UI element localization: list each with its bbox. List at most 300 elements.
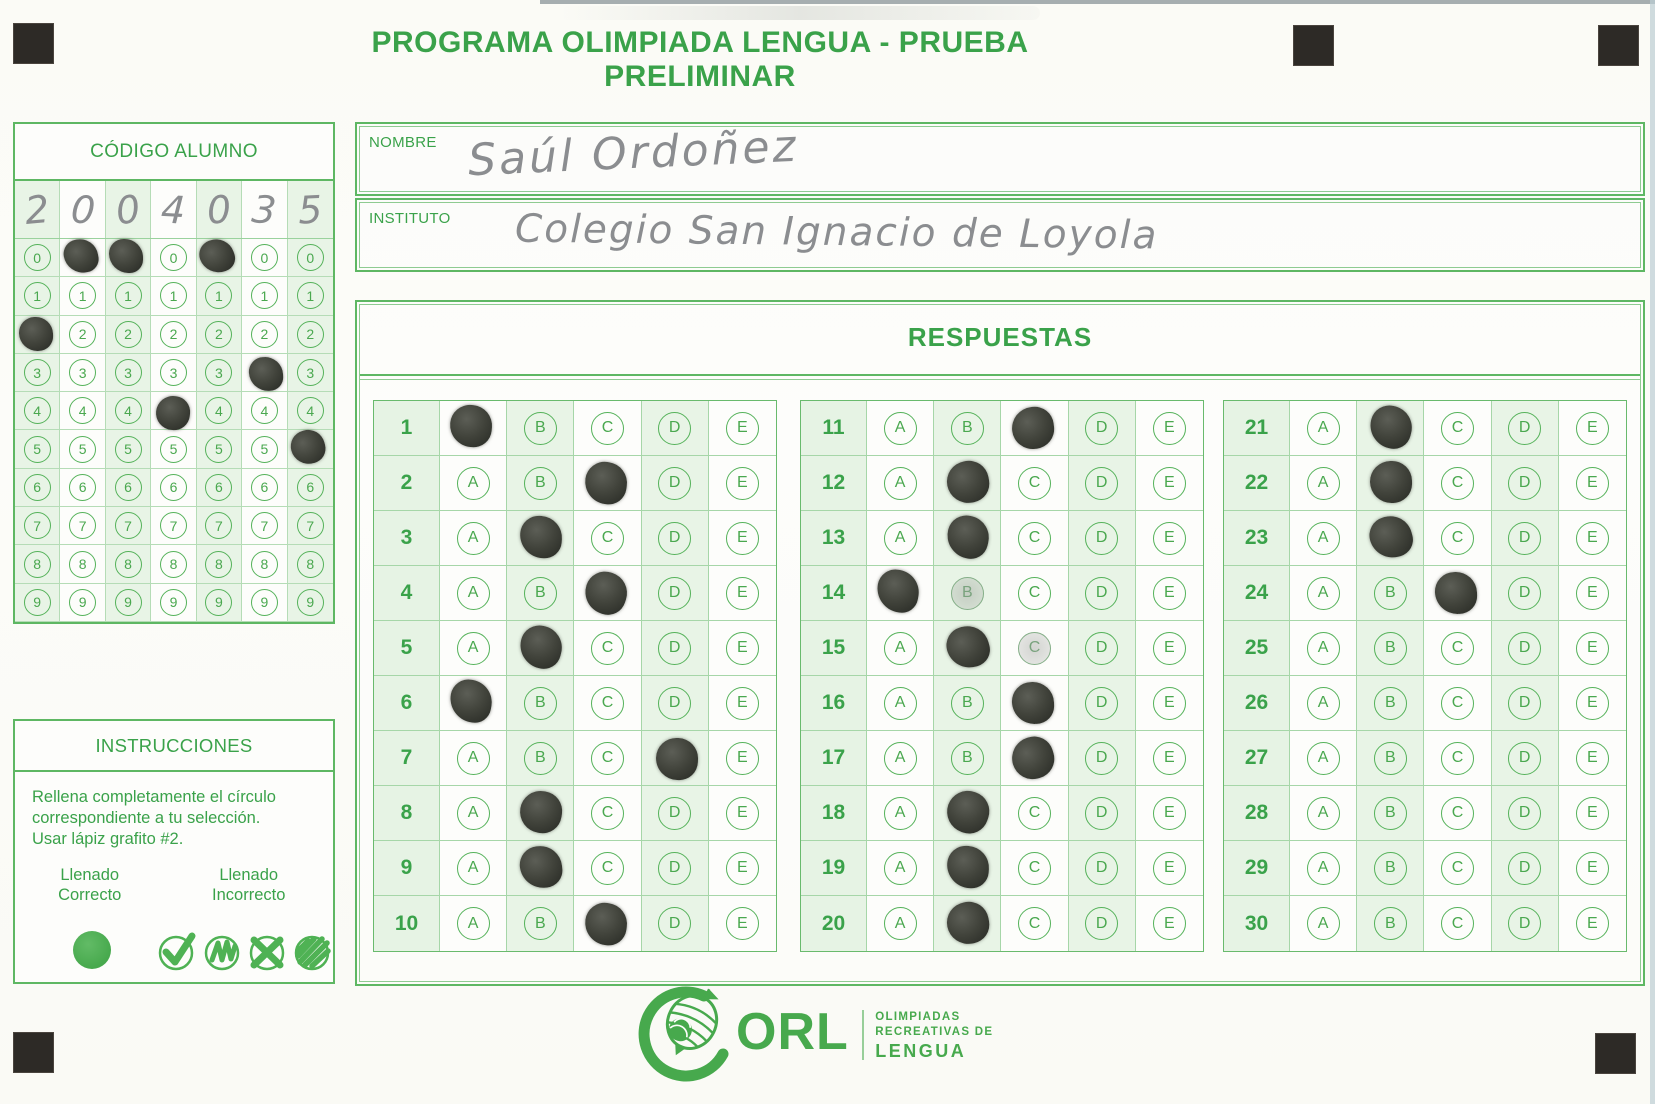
q8-bubble-E[interactable]: E xyxy=(726,797,759,830)
codigo-cell-col6-digit0 xyxy=(288,239,333,277)
codigo-written-cell-6[interactable] xyxy=(288,181,333,238)
codigo-bubble-col1-digit2[interactable]: 2 xyxy=(69,321,96,348)
q29-bubble-E[interactable]: E xyxy=(1576,852,1609,885)
q27-bubble-C[interactable]: C xyxy=(1441,742,1474,775)
codigo-bubble-col5-digit6[interactable]: 6 xyxy=(251,474,278,501)
codigo-bubble-col2-digit2[interactable]: 2 xyxy=(115,321,142,348)
codigo-bubble-col6-digit4[interactable]: 4 xyxy=(297,397,324,424)
q20-pencil-mark-B[interactable] xyxy=(944,898,993,947)
q4-pencil-mark-C[interactable] xyxy=(580,567,633,620)
q15-bubble-D[interactable]: D xyxy=(1085,632,1118,665)
q14-option-cell-D xyxy=(1069,566,1136,621)
q9-bubble-D[interactable]: D xyxy=(658,852,691,885)
q22-option-cell-C xyxy=(1424,456,1491,511)
codigo-pencil-mark-col6-digit5[interactable] xyxy=(287,426,329,468)
codigo-pencil-mark-col3-digit4[interactable] xyxy=(155,394,192,431)
codigo-bubble-col3-digit7[interactable]: 7 xyxy=(160,512,187,539)
q18-bubble-C[interactable]: C xyxy=(1018,797,1051,830)
q26-option-cell-B xyxy=(1357,676,1424,731)
q26-bubble-D[interactable]: D xyxy=(1508,687,1541,720)
codigo-written-cell-5[interactable] xyxy=(242,181,287,238)
q23-bubble-C[interactable]: C xyxy=(1441,522,1474,555)
q12-bubble-E[interactable]: E xyxy=(1153,467,1186,500)
q13-option-cell-D xyxy=(1069,511,1136,566)
q14-bubble-B[interactable]: B xyxy=(951,577,984,610)
q18-bubble-D[interactable]: D xyxy=(1085,797,1118,830)
q30-bubble-A[interactable]: A xyxy=(1307,907,1340,940)
codigo-bubble-col4-digit7[interactable]: 7 xyxy=(205,512,232,539)
codigo-bubble-col5-digit2[interactable]: 2 xyxy=(251,321,278,348)
q18-bubble-E[interactable]: E xyxy=(1153,797,1186,830)
q21-option-cell-E xyxy=(1559,401,1626,456)
q21-bubble-A[interactable]: A xyxy=(1307,412,1340,445)
codigo-bubble-col0-digit8[interactable]: 8 xyxy=(24,551,51,578)
codigo-bubble-col4-digit2[interactable]: 2 xyxy=(205,321,232,348)
q3-bubble-E[interactable]: E xyxy=(726,522,759,555)
nombre-label: NOMBRE xyxy=(369,134,437,151)
q3-option-cell-A xyxy=(440,511,507,566)
codigo-written-cell-4[interactable] xyxy=(197,181,242,238)
q30-bubble-C[interactable]: C xyxy=(1441,907,1474,940)
q26-bubble-B[interactable]: B xyxy=(1374,687,1407,720)
q24-bubble-B[interactable]: B xyxy=(1374,577,1407,610)
codigo-cell-col6-digit2 xyxy=(288,316,333,354)
q29-option-cell-B xyxy=(1357,841,1424,896)
q19-bubble-C[interactable]: C xyxy=(1018,852,1051,885)
q2-bubble-D[interactable]: D xyxy=(658,467,691,500)
q23-option-cell-C xyxy=(1424,511,1491,566)
q6-bubble-B[interactable]: B xyxy=(524,687,557,720)
q7-bubble-E[interactable]: E xyxy=(726,742,759,775)
codigo-pencil-mark-col2-digit0[interactable] xyxy=(109,239,143,273)
q29-bubble-C[interactable]: C xyxy=(1441,852,1474,885)
q13-bubble-C[interactable]: C xyxy=(1018,522,1051,555)
q7-option-cell-D xyxy=(642,731,709,786)
page-title: PROGRAMA OLIMPIADA LENGUA - PRUEBA PRELIMINAR xyxy=(371,26,1029,93)
codigo-written-cell-2[interactable] xyxy=(106,181,151,238)
instrucciones-body xyxy=(32,787,321,850)
question-number-10: 10 xyxy=(374,896,440,951)
q7-bubble-A[interactable]: A xyxy=(457,742,490,775)
q28-bubble-A[interactable]: A xyxy=(1307,797,1340,830)
q5-bubble-E[interactable]: E xyxy=(726,632,759,665)
q30-bubble-E[interactable]: E xyxy=(1576,907,1609,940)
q9-bubble-E[interactable]: E xyxy=(726,852,759,885)
q13-bubble-D[interactable]: D xyxy=(1085,522,1118,555)
q1-bubble-B[interactable]: B xyxy=(524,412,557,445)
codigo-bubble-col2-digit6[interactable]: 6 xyxy=(115,474,142,501)
q28-option-cell-C xyxy=(1424,786,1491,841)
codigo-cell-col0-digit2 xyxy=(15,316,60,354)
q29-bubble-B[interactable]: B xyxy=(1374,852,1407,885)
codigo-bubble-col4-digit6[interactable]: 6 xyxy=(205,474,232,501)
instrucciones-divider xyxy=(15,770,333,772)
q16-pencil-mark-C[interactable] xyxy=(1012,681,1055,724)
q24-bubble-E[interactable]: E xyxy=(1576,577,1609,610)
q28-bubble-D[interactable]: D xyxy=(1508,797,1541,830)
codigo-bubble-col3-digit1[interactable]: 1 xyxy=(160,282,187,309)
q15-pencil-mark-B[interactable] xyxy=(942,621,994,673)
q3-bubble-C[interactable]: C xyxy=(591,522,624,555)
codigo-bubble-col3-digit5[interactable]: 5 xyxy=(160,436,187,463)
q9-bubble-C[interactable]: C xyxy=(591,852,624,885)
q24-pencil-mark-C[interactable] xyxy=(1435,571,1478,614)
q20-option-cell-B xyxy=(934,896,1001,951)
q4-bubble-D[interactable]: D xyxy=(658,577,691,610)
codigo-bubble-col0-digit0[interactable]: 0 xyxy=(24,244,51,271)
codigo-pencil-mark-col5-digit3[interactable] xyxy=(248,356,284,392)
q22-bubble-D[interactable]: D xyxy=(1508,467,1541,500)
q27-bubble-A[interactable]: A xyxy=(1307,742,1340,775)
q11-bubble-B[interactable]: B xyxy=(951,412,984,445)
codigo-bubble-col1-digit3[interactable]: 3 xyxy=(69,359,96,386)
q3-bubble-A[interactable]: A xyxy=(457,522,490,555)
codigo-bubble-col6-digit0[interactable]: 0 xyxy=(297,244,324,271)
q23-bubble-D[interactable]: D xyxy=(1508,522,1541,555)
q2-bubble-A[interactable]: A xyxy=(457,467,490,500)
q20-bubble-D[interactable]: D xyxy=(1085,907,1118,940)
q6-bubble-E[interactable]: E xyxy=(726,687,759,720)
q21-pencil-mark-B[interactable] xyxy=(1366,402,1417,453)
llenado-correcto-label: Llenado Correcto xyxy=(58,865,122,905)
q2-pencil-mark-C[interactable] xyxy=(583,459,630,506)
q22-bubble-A[interactable]: A xyxy=(1307,467,1340,500)
q14-pencil-mark-A[interactable] xyxy=(874,567,923,616)
q5-bubble-D[interactable]: D xyxy=(658,632,691,665)
codigo-bubble-col0-digit7[interactable]: 7 xyxy=(24,512,51,539)
q4-bubble-E[interactable]: E xyxy=(726,577,759,610)
codigo-cell-col6-digit9 xyxy=(288,584,333,622)
orl-logo-line2: RECREATIVAS DE xyxy=(875,1025,994,1038)
codigo-bubble-col1-digit7[interactable]: 7 xyxy=(69,512,96,539)
q23-bubble-E[interactable]: E xyxy=(1576,522,1609,555)
codigo-bubble-col6-digit9[interactable]: 9 xyxy=(297,589,324,616)
q9-pencil-mark-B[interactable] xyxy=(518,844,564,890)
q16-bubble-A[interactable]: A xyxy=(884,687,917,720)
scanner-edge-artifact xyxy=(540,0,1655,4)
codigo-bubble-col3-digit9[interactable]: 9 xyxy=(160,589,187,616)
q15-option-cell-C xyxy=(1001,621,1068,676)
codigo-bubble-col1-digit9[interactable]: 9 xyxy=(69,589,96,616)
codigo-cell-col2-digit0 xyxy=(106,239,151,277)
codigo-bubble-col5-digit7[interactable]: 7 xyxy=(251,512,278,539)
q10-bubble-E[interactable]: E xyxy=(726,907,759,940)
codigo-cell-col0-digit6 xyxy=(15,469,60,507)
codigo-cell-col3-digit0 xyxy=(151,239,196,277)
check-circle-icon xyxy=(155,929,199,973)
q26-bubble-C[interactable]: C xyxy=(1441,687,1474,720)
q27-bubble-B[interactable]: B xyxy=(1374,742,1407,775)
q22-pencil-mark-B[interactable] xyxy=(1370,461,1413,504)
q17-bubble-A[interactable]: A xyxy=(884,742,917,775)
q29-bubble-D[interactable]: D xyxy=(1508,852,1541,885)
q18-option-cell-D xyxy=(1069,786,1136,841)
question-number-5: 5 xyxy=(374,621,440,676)
codigo-bubble-col6-digit3[interactable]: 3 xyxy=(297,359,324,386)
q23-pencil-mark-B[interactable] xyxy=(1365,511,1417,563)
q28-bubble-E[interactable]: E xyxy=(1576,797,1609,830)
q27-bubble-D[interactable]: D xyxy=(1508,742,1541,775)
q11-pencil-mark-C[interactable] xyxy=(1010,405,1057,452)
codigo-bubble-col4-digit9[interactable]: 9 xyxy=(205,589,232,616)
q27-option-cell-B xyxy=(1357,731,1424,786)
codigo-cell-col6-digit6 xyxy=(288,469,333,507)
codigo-written-cell-1[interactable] xyxy=(60,181,105,238)
codigo-bubble-col6-digit7[interactable]: 7 xyxy=(297,512,324,539)
q3-pencil-mark-B[interactable] xyxy=(519,515,564,560)
q21-bubble-C[interactable]: C xyxy=(1441,412,1474,445)
q6-bubble-C[interactable]: C xyxy=(591,687,624,720)
q23-bubble-A[interactable]: A xyxy=(1307,522,1340,555)
q27-bubble-E[interactable]: E xyxy=(1576,742,1609,775)
q2-option-cell-D xyxy=(642,456,709,511)
q7-option-cell-B xyxy=(507,731,574,786)
q15-bubble-A[interactable]: A xyxy=(884,632,917,665)
q19-pencil-mark-B[interactable] xyxy=(946,845,991,890)
codigo-bubble-col2-digit3[interactable]: 3 xyxy=(115,359,142,386)
codigo-bubble-col5-digit8[interactable]: 8 xyxy=(251,551,278,578)
q24-bubble-A[interactable]: A xyxy=(1307,577,1340,610)
codigo-cell-col5-digit4 xyxy=(242,392,287,430)
q14-bubble-D[interactable]: D xyxy=(1085,577,1118,610)
codigo-bubble-col5-digit0[interactable]: 0 xyxy=(251,244,278,271)
codigo-bubble-col4-digit1[interactable]: 1 xyxy=(205,282,232,309)
q22-bubble-C[interactable]: C xyxy=(1441,467,1474,500)
q13-pencil-mark-B[interactable] xyxy=(943,512,994,563)
q24-bubble-D[interactable]: D xyxy=(1508,577,1541,610)
q17-option-cell-E xyxy=(1136,731,1203,786)
q30-bubble-B[interactable]: B xyxy=(1374,907,1407,940)
q6-bubble-D[interactable]: D xyxy=(658,687,691,720)
q10-bubble-A[interactable]: A xyxy=(457,907,490,940)
q19-option-cell-A xyxy=(867,841,934,896)
codigo-bubble-col4-digit8[interactable]: 8 xyxy=(205,551,232,578)
q30-bubble-D[interactable]: D xyxy=(1508,907,1541,940)
q25-bubble-E[interactable]: E xyxy=(1576,632,1609,665)
codigo-bubble-col3-digit2[interactable]: 2 xyxy=(160,321,187,348)
q20-bubble-A[interactable]: A xyxy=(884,907,917,940)
codigo-bubble-col2-digit8[interactable]: 8 xyxy=(115,551,142,578)
codigo-bubble-col2-digit7[interactable]: 7 xyxy=(115,512,142,539)
codigo-written-cell-3[interactable] xyxy=(151,181,196,238)
codigo-bubble-col0-digit9[interactable]: 9 xyxy=(24,589,51,616)
q1-bubble-C[interactable]: C xyxy=(591,412,624,445)
codigo-cell-col4-digit7 xyxy=(197,507,242,545)
codigo-bubble-col2-digit9[interactable]: 9 xyxy=(115,589,142,616)
codigo-bubble-col1-digit1[interactable]: 1 xyxy=(69,282,96,309)
q14-bubble-C[interactable]: C xyxy=(1018,577,1051,610)
q7-option-cell-C xyxy=(574,731,641,786)
q12-bubble-D[interactable]: D xyxy=(1085,467,1118,500)
codigo-cell-col6-digit7 xyxy=(288,507,333,545)
q25-bubble-A[interactable]: A xyxy=(1307,632,1340,665)
q8-pencil-mark-B[interactable] xyxy=(517,788,565,836)
q28-bubble-C[interactable]: C xyxy=(1441,797,1474,830)
codigo-bubble-col0-digit1[interactable]: 1 xyxy=(24,282,51,309)
q11-bubble-E[interactable]: E xyxy=(1153,412,1186,445)
codigo-pencil-mark-col4-digit0[interactable] xyxy=(195,234,239,278)
orl-logo xyxy=(628,980,993,1092)
codigo-bubble-col5-digit4[interactable]: 4 xyxy=(251,397,278,424)
codigo-bubble-col4-digit3[interactable]: 3 xyxy=(205,359,232,386)
q19-bubble-A[interactable]: A xyxy=(884,852,917,885)
q8-bubble-C[interactable]: C xyxy=(591,797,624,830)
codigo-cell-col3-digit5 xyxy=(151,430,196,468)
codigo-bubble-col1-digit4[interactable]: 4 xyxy=(69,397,96,424)
q20-option-cell-A xyxy=(867,896,934,951)
q6-pencil-mark-A[interactable] xyxy=(447,677,496,726)
q16-bubble-B[interactable]: B xyxy=(951,687,984,720)
q13-bubble-A[interactable]: A xyxy=(884,522,917,555)
fill-example-labels xyxy=(15,865,333,906)
q13-bubble-E[interactable]: E xyxy=(1153,522,1186,555)
codigo-bubble-col2-digit5[interactable]: 5 xyxy=(115,436,142,463)
q21-bubble-D[interactable]: D xyxy=(1508,412,1541,445)
codigo-bubble-col6-digit1[interactable]: 1 xyxy=(297,282,324,309)
q2-option-cell-C xyxy=(574,456,641,511)
q18-option-cell-B xyxy=(934,786,1001,841)
q5-bubble-A[interactable]: A xyxy=(457,632,490,665)
q12-bubble-A[interactable]: A xyxy=(884,467,917,500)
q22-bubble-E[interactable]: E xyxy=(1576,467,1609,500)
codigo-bubble-col1-digit5[interactable]: 5 xyxy=(69,436,96,463)
codigo-bubble-col0-digit3[interactable]: 3 xyxy=(24,359,51,386)
q9-bubble-A[interactable]: A xyxy=(457,852,490,885)
q15-bubble-E[interactable]: E xyxy=(1153,632,1186,665)
q12-pencil-mark-B[interactable] xyxy=(944,457,993,506)
codigo-cell-col3-digit1 xyxy=(151,277,196,315)
q5-pencil-mark-B[interactable] xyxy=(516,622,567,673)
q10-pencil-mark-C[interactable] xyxy=(583,900,630,947)
q4-bubble-A[interactable]: A xyxy=(457,577,490,610)
q16-bubble-E[interactable]: E xyxy=(1153,687,1186,720)
codigo-bubble-col5-digit9[interactable]: 9 xyxy=(251,589,278,616)
q20-option-cell-E xyxy=(1136,896,1203,951)
q26-bubble-A[interactable]: A xyxy=(1307,687,1340,720)
incorrect-fill-icons xyxy=(155,929,334,973)
q14-bubble-E[interactable]: E xyxy=(1153,577,1186,610)
q26-bubble-E[interactable]: E xyxy=(1576,687,1609,720)
q29-bubble-A[interactable]: A xyxy=(1307,852,1340,885)
q17-bubble-D[interactable]: D xyxy=(1085,742,1118,775)
instrucciones-header: INSTRUCCIONES xyxy=(95,735,253,756)
q19-bubble-E[interactable]: E xyxy=(1153,852,1186,885)
q1-pencil-mark-A[interactable] xyxy=(448,403,494,449)
codigo-cell-col4-digit8 xyxy=(197,545,242,583)
q7-option-cell-E xyxy=(709,731,776,786)
codigo-bubble-col0-digit6[interactable]: 6 xyxy=(24,474,51,501)
codigo-bubble-col6-digit6[interactable]: 6 xyxy=(297,474,324,501)
codigo-cell-col1-digit5 xyxy=(60,430,105,468)
q2-bubble-B[interactable]: B xyxy=(524,467,557,500)
respuestas-header: RESPUESTAS xyxy=(907,322,1093,352)
q17-bubble-B[interactable]: B xyxy=(951,742,984,775)
q16-option-cell-A xyxy=(867,676,934,731)
q8-bubble-A[interactable]: A xyxy=(457,797,490,830)
q1-bubble-D[interactable]: D xyxy=(658,412,691,445)
codigo-written-digit: 5 xyxy=(297,186,324,233)
q7-bubble-C[interactable]: C xyxy=(591,742,624,775)
q18-pencil-mark-B[interactable] xyxy=(942,785,995,838)
q28-bubble-B[interactable]: B xyxy=(1374,797,1407,830)
codigo-bubble-col4-digit4[interactable]: 4 xyxy=(205,397,232,424)
codigo-bubble-col4-digit5[interactable]: 5 xyxy=(205,436,232,463)
q15-bubble-C[interactable]: C xyxy=(1018,632,1051,665)
q25-bubble-B[interactable]: B xyxy=(1374,632,1407,665)
codigo-bubble-col3-digit3[interactable]: 3 xyxy=(160,359,187,386)
question-number-17: 17 xyxy=(801,731,867,786)
codigo-bubble-col3-digit0[interactable]: 0 xyxy=(160,244,187,271)
q10-bubble-D[interactable]: D xyxy=(658,907,691,940)
codigo-cell-col1-digit2 xyxy=(60,316,105,354)
codigo-written-cell-0[interactable] xyxy=(15,181,60,238)
q8-option-cell-E xyxy=(709,786,776,841)
q4-bubble-B[interactable]: B xyxy=(524,577,557,610)
q25-bubble-C[interactable]: C xyxy=(1441,632,1474,665)
q17-bubble-E[interactable]: E xyxy=(1153,742,1186,775)
codigo-cell-col2-digit4 xyxy=(106,392,151,430)
q16-bubble-D[interactable]: D xyxy=(1085,687,1118,720)
codigo-bubble-col5-digit5[interactable]: 5 xyxy=(251,436,278,463)
q2-bubble-E[interactable]: E xyxy=(726,467,759,500)
q20-option-cell-C xyxy=(1001,896,1068,951)
q8-bubble-D[interactable]: D xyxy=(658,797,691,830)
q13-option-cell-B xyxy=(934,511,1001,566)
codigo-cell-col5-digit1 xyxy=(242,277,287,315)
codigo-bubble-col2-digit4[interactable]: 4 xyxy=(115,397,142,424)
q11-bubble-A[interactable]: A xyxy=(884,412,917,445)
codigo-bubble-col3-digit6[interactable]: 6 xyxy=(160,474,187,501)
codigo-pencil-mark-col0-digit2[interactable] xyxy=(19,317,54,352)
codigo-bubble-col2-digit1[interactable]: 1 xyxy=(115,282,142,309)
codigo-bubble-col0-digit5[interactable]: 5 xyxy=(24,436,51,463)
question-number-3: 3 xyxy=(374,511,440,566)
q20-bubble-E[interactable]: E xyxy=(1153,907,1186,940)
q5-bubble-C[interactable]: C xyxy=(591,632,624,665)
q25-bubble-D[interactable]: D xyxy=(1508,632,1541,665)
q6-option-cell-B xyxy=(507,676,574,731)
q7-bubble-B[interactable]: B xyxy=(524,742,557,775)
codigo-alumno-header: CÓDIGO ALUMNO xyxy=(15,124,333,181)
q21-bubble-E[interactable]: E xyxy=(1576,412,1609,445)
q3-bubble-D[interactable]: D xyxy=(658,522,691,555)
codigo-bubble-col5-digit1[interactable]: 1 xyxy=(251,282,278,309)
codigo-pencil-mark-col1-digit0[interactable] xyxy=(61,236,100,275)
q7-pencil-mark-D[interactable] xyxy=(655,737,698,780)
q20-bubble-C[interactable]: C xyxy=(1018,907,1051,940)
q22-option-cell-E xyxy=(1559,456,1626,511)
q12-bubble-C[interactable]: C xyxy=(1018,467,1051,500)
codigo-written-digit: 0 xyxy=(205,186,233,233)
q18-bubble-A[interactable]: A xyxy=(884,797,917,830)
q17-pencil-mark-C[interactable] xyxy=(1007,732,1059,784)
q24-option-cell-A xyxy=(1290,566,1357,621)
codigo-cell-col3-digit9 xyxy=(151,584,196,622)
question-number-13: 13 xyxy=(801,511,867,566)
q11-bubble-D[interactable]: D xyxy=(1085,412,1118,445)
codigo-bubble-col3-digit8[interactable]: 8 xyxy=(160,551,187,578)
codigo-bubble-col0-digit4[interactable]: 4 xyxy=(24,397,51,424)
answer-grid-1-10 xyxy=(373,400,777,952)
codigo-cell-col3-digit2 xyxy=(151,316,196,354)
q10-bubble-B[interactable]: B xyxy=(524,907,557,940)
q19-bubble-D[interactable]: D xyxy=(1085,852,1118,885)
codigo-bubble-col6-digit8[interactable]: 8 xyxy=(297,551,324,578)
codigo-bubble-col1-digit8[interactable]: 8 xyxy=(69,551,96,578)
codigo-bubble-col6-digit2[interactable]: 2 xyxy=(297,321,324,348)
codigo-bubble-col1-digit6[interactable]: 6 xyxy=(69,474,96,501)
q1-bubble-E[interactable]: E xyxy=(726,412,759,445)
